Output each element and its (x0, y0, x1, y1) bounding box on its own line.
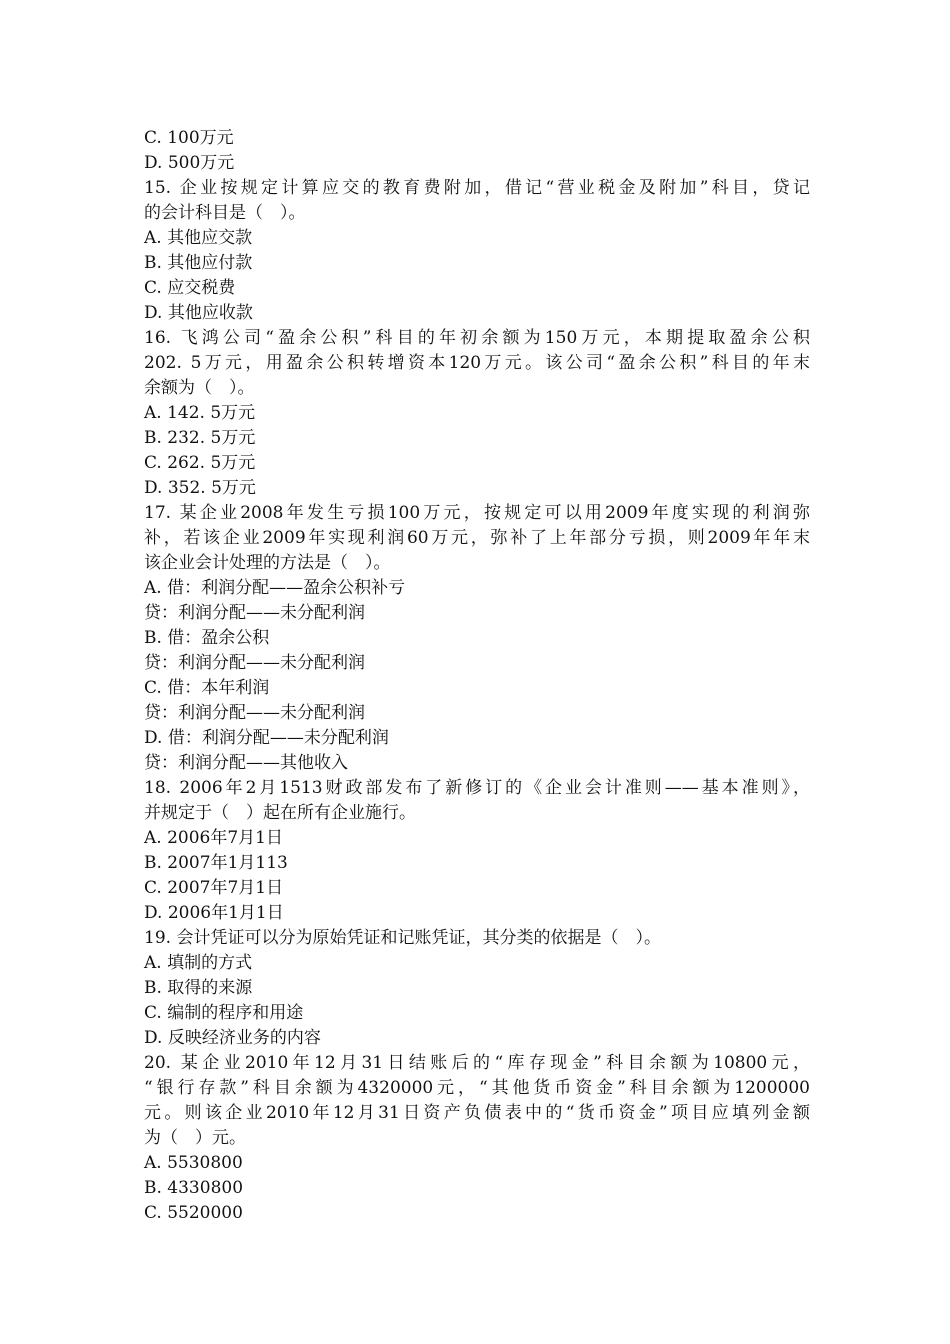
option-b-q18: B. 2007年1月113 (144, 853, 288, 873)
option-a-q18: A. 2006年7月1日 (144, 828, 283, 848)
question-20-line-1: 20. 某企业2010年12月31日结账后的“库存现金”科目余额为10800元， (144, 1053, 810, 1073)
question-19-line-1: 19. 会计凭证可以分为原始凭证和记账凭证，其分类的依据是（ ）。 (144, 928, 661, 948)
option-a-q17-credit: 贷：利润分配——未分配利润 (144, 603, 365, 623)
option-b-q20: B. 4330800 (144, 1178, 244, 1198)
option-b-q19: B. 取得的来源 (144, 978, 253, 998)
option-d-q14: D. 500万元 (144, 153, 235, 173)
option-d-q16: D. 352. 5万元 (144, 478, 256, 498)
question-16-line-1: 16. 飞鸿公司“盈余公积”科目的年初余额为150万元，本期提取盈余公积 (144, 328, 810, 348)
question-17-line-2: 补，若该企业2009年实现利润60万元，弥补了上年部分亏损，则2009年年末 (144, 528, 810, 548)
question-17-line-1: 17. 某企业2008年发生亏损100万元，按规定可以用2009年度实现的利润弥 (144, 503, 810, 523)
option-c-q19: C. 编制的程序和用途 (144, 1003, 304, 1023)
question-18-line-1: 18. 2006年2月1513财政部发布了新修订的《企业会计准则——基本准则》， (144, 778, 810, 798)
option-d-q18: D. 2006年1月1日 (144, 903, 284, 923)
option-b-q17-credit: 贷：利润分配——未分配利润 (144, 653, 365, 673)
option-c-q15: C. 应交税费 (144, 278, 236, 298)
option-d-q15: D. 其他应收款 (144, 303, 253, 323)
option-d-q17-credit: 贷：利润分配——其他收入 (144, 753, 348, 773)
option-b-q15: B. 其他应付款 (144, 253, 253, 273)
option-a-q17-debit: A. 借：利润分配——盈余公积补亏 (144, 578, 406, 598)
option-c-q14: C. 100万元 (144, 128, 234, 148)
option-c-q17-credit: 贷：利润分配——未分配利润 (144, 703, 365, 723)
option-d-q19: D. 反映经济业务的内容 (144, 1028, 321, 1048)
document-body (144, 126, 810, 1226)
question-20-line-4: 为（ ）元。 (144, 1128, 246, 1148)
option-c-q20: C. 5520000 (144, 1203, 243, 1223)
option-b-q17-debit: B. 借：盈余公积 (144, 628, 270, 648)
question-20-line-3: 元。则该企业2010年12月31日资产负债表中的“货币资金”项目应填列金额 (144, 1103, 810, 1123)
option-d-q17-debit: D. 借：利润分配——未分配利润 (144, 728, 389, 748)
question-16-line-3: 余额为（ ）。 (144, 378, 255, 398)
option-c-q18: C. 2007年7月1日 (144, 878, 284, 898)
option-a-q19: A. 填制的方式 (144, 953, 253, 973)
option-a-q15: A. 其他应交款 (144, 228, 253, 248)
option-a-q20: A. 5530800 (144, 1153, 243, 1173)
option-c-q17-debit: C. 借：本年利润 (144, 678, 270, 698)
option-a-q16: A. 142. 5万元 (144, 403, 256, 423)
question-20-line-2: “银行存款”科目余额为4320000元，“其他货币资金”科目余额为1200000 (144, 1078, 810, 1098)
option-c-q16: C. 262. 5万元 (144, 453, 256, 473)
question-15-line-2: 的会计科目是（ ）。 (144, 203, 306, 223)
question-15-line-1: 15. 企业按规定计算应交的教育费附加，借记“营业税金及附加”科目，贷记 (144, 178, 810, 198)
option-b-q16: B. 232. 5万元 (144, 428, 256, 448)
question-16-line-2: 202. 5万元，用盈余公积转增资本120万元。该公司“盈余公积”科目的年末 (144, 353, 810, 373)
question-17-line-3: 该企业会计处理的方法是（ ）。 (144, 553, 391, 573)
question-18-line-2: 并规定于（ ）起在所有企业施行。 (144, 803, 416, 823)
